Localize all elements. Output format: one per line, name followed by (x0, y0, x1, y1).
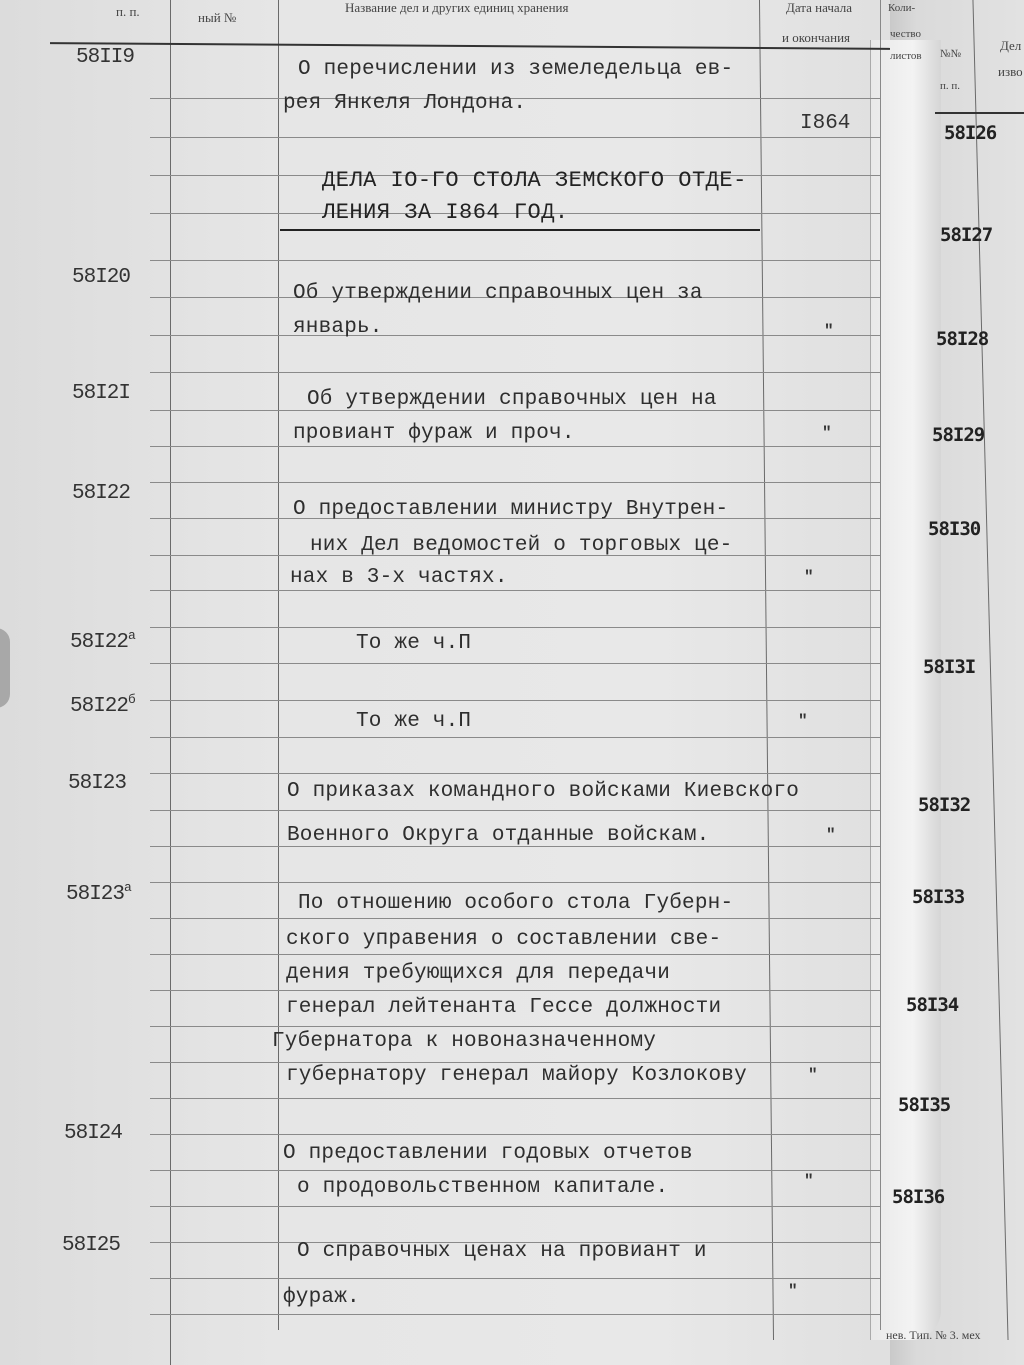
rule (150, 1098, 880, 1099)
record-title-line: губернатору генерал майору Козлокову (286, 1064, 747, 1087)
record-title-line: них Дел ведомостей о торговых це- (310, 534, 733, 557)
right-header-title: Дел (1000, 38, 1022, 53)
right-record-number: 58I36 (892, 1186, 945, 1208)
ditto-mark: " (824, 322, 834, 340)
header-dates-2: и окончания (782, 30, 851, 45)
column-divider (170, 0, 171, 1365)
record-title-line: Об утверждении справочных цен за (293, 282, 703, 305)
right-record-number: 58I29 (932, 424, 985, 446)
record-title-line: О приказах командного войсками Киевского (287, 780, 800, 803)
section-underline (280, 229, 760, 231)
record-title-line: нах в 3-х частях. (290, 566, 508, 589)
right-header-num-2: п. п. (940, 80, 961, 92)
record-title-line: То же ч.П (356, 632, 472, 655)
rule (150, 627, 880, 628)
record-title-line: генерал лейтенанта Гессе должности (286, 996, 722, 1019)
right-record-number: 58I3I (923, 656, 976, 678)
header-prev-num: ный № (198, 10, 237, 25)
rule (150, 1170, 880, 1171)
record-number: $58I22^б$ (70, 692, 135, 718)
record-number: $58I23^а$ (66, 880, 131, 906)
thumb (0, 628, 10, 708)
rule (150, 260, 880, 261)
record-title-line: дения требующихся для передачи (286, 962, 671, 985)
rule (150, 1278, 880, 1279)
header-sheets-1: Коли- (888, 2, 916, 14)
ditto-mark: " (804, 568, 814, 586)
rule (150, 918, 880, 919)
ditto-mark: " (822, 424, 832, 442)
right-record-number: 58I34 (906, 994, 959, 1016)
right-record-number: 58I30 (928, 518, 981, 540)
header-title: Название дел и других единиц хранения (345, 0, 569, 15)
record-number: 58I23 (68, 772, 127, 795)
header-num: п. п. (116, 4, 140, 19)
ditto-mark: " (788, 1282, 798, 1300)
record-title-line: январь. (293, 316, 383, 339)
rule (150, 700, 880, 701)
record-title-line: То же ч.П (356, 710, 472, 733)
record-title-line: О перечислении из земеледельца ев- (298, 58, 734, 81)
rule (150, 1026, 880, 1027)
record-number: $58I22^а$ (70, 628, 135, 654)
rule (150, 590, 880, 591)
rule (150, 372, 880, 373)
record-number: 58I2I (72, 382, 131, 405)
record-title-line: По отношению особого стола Губерн- (298, 892, 734, 915)
header-sheets-2: чество (890, 28, 921, 40)
record-number: 58I22 (72, 482, 131, 505)
rule (150, 882, 880, 883)
rule (150, 990, 880, 991)
right-record-number: 58I33 (912, 886, 965, 908)
record-title-line: рея Янкеля Лондона. (283, 92, 527, 115)
header-dates-1: Дата начала (786, 0, 853, 15)
record-title-line: Об утверждении справочных цен на (307, 388, 717, 411)
record-title-line: Губернатора к новоназначенному (272, 1030, 657, 1053)
right-header-num: №№ (940, 48, 961, 60)
record-number: 58I25 (62, 1234, 121, 1257)
record-date: I864 (800, 112, 851, 135)
ditto-mark: " (826, 826, 836, 844)
record-title-line: фураж. (283, 1286, 360, 1309)
record-title-line: о продовольственном капитале. (297, 1176, 669, 1199)
printer-footer: нев. Тип. № 3. мех (886, 1328, 981, 1342)
right-record-number: 58I27 (940, 224, 993, 246)
rule (150, 773, 880, 774)
rule (150, 1134, 880, 1135)
rule (150, 482, 880, 483)
record-number: 58II9 (76, 46, 135, 69)
record-number: 58I24 (64, 1122, 123, 1145)
rule (150, 810, 880, 811)
rule (150, 137, 880, 138)
record-title-line: О предоставлении министру Внутрен- (293, 498, 729, 521)
ditto-mark: " (804, 1172, 814, 1190)
right-header-title-2: изво (998, 64, 1023, 79)
ditto-mark: " (798, 712, 808, 730)
right-record-number: 58I35 (898, 1094, 951, 1116)
column-divider (278, 0, 279, 1330)
column-divider (880, 0, 881, 1330)
header-sheets-3: листов (890, 50, 922, 62)
rule (150, 737, 880, 738)
right-record-number: 58I26 (944, 122, 997, 144)
right-record-number: 58I28 (936, 328, 989, 350)
rule (150, 1206, 880, 1207)
record-title-line: О предоставлении годовых отчетов (283, 1142, 693, 1165)
section-heading-line2: ЛЕНИЯ ЗА I864 ГОД. (322, 200, 569, 225)
right-record-number: 58I32 (918, 794, 971, 816)
rule (150, 1062, 880, 1063)
record-number: 58I20 (72, 266, 131, 289)
record-title-line: Военного Округа отданные войскам. (287, 824, 710, 847)
rule (150, 446, 880, 447)
rule (150, 1314, 880, 1315)
section-heading-line1: ДЕЛА IO-ГО СТОЛА ЗЕМСКОГО ОТДЕ- (322, 168, 747, 193)
rule (935, 112, 1024, 114)
record-title-line: О справочных ценах на провиант и (297, 1240, 707, 1263)
ditto-mark: " (808, 1066, 818, 1084)
rule (150, 335, 880, 336)
rule (150, 954, 880, 955)
record-title-line: ского управения о составлении све- (286, 928, 722, 951)
record-title-line: провиант фураж и проч. (293, 422, 575, 445)
rule (150, 663, 880, 664)
